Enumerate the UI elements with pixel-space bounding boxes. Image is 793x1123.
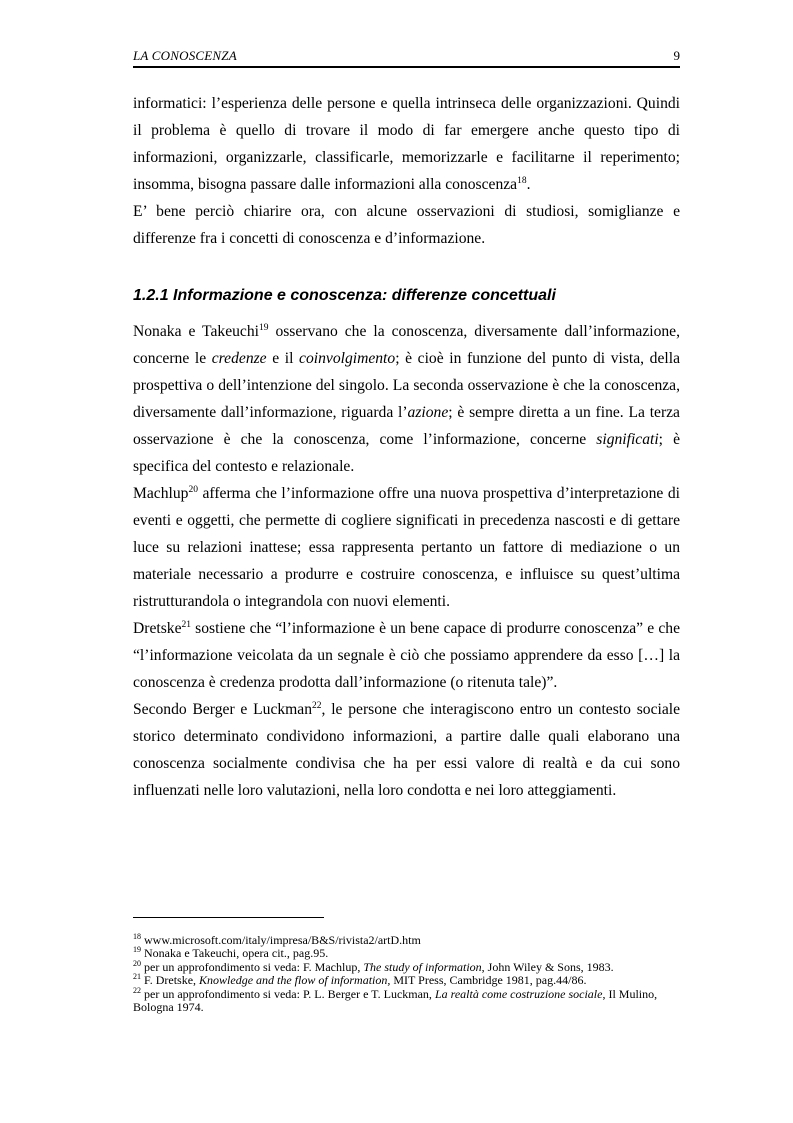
footnote-ref-19[interactable]: 19: [258, 322, 269, 333]
footnote-22: $^{22}$ per un approfondimento si veda: P. L. Berger e T. Luckman, La realtà come costruzione sociale, Il Mulino, Bologna 1974.: [133, 985, 658, 1015]
paragraph-machlup: Machlup$^{20}$ afferma che l’informazione offre una nuova prospettiva d’interpretazione di eventi e oggetti, che permette di cogliere significati in precedenza nascosti e di gettare luce su relazioni inattese; essa rappresenta pertanto un fattore di mediazione o un materiale necessario a produrre e costruire conoscenza, e influisce su quest’ultima ristrutturandola o integrandola con nuovi elementi.: [133, 484, 680, 610]
intro-paragraph-2: E’ bene perciò chiarire ora, con alcune osservazioni di studiosi, somiglianze e differenze fra i concetti di conoscenza e d’informazione.: [133, 203, 680, 247]
footnote-ref-21[interactable]: 21: [181, 619, 191, 630]
section-body: [133, 318, 680, 804]
paragraph-dretske: Dretske$^{21}$ sostiene che “l’informazione è un bene capace di produrre conoscenza” e che “l’informazione veicolata da un segnale è ciò che possiamo apprendere da esso […] la conoscenza è credenza prodotta dall’informazione (o ritenuta tale)”.: [133, 619, 680, 691]
emphasis-credenze: credenze: [211, 350, 267, 367]
chapter-title: LA CONOSCENZA: [133, 48, 237, 63]
paragraph-berger: Secondo Berger e Luckman$^{22}$, le persone che interagiscono entro un contesto sociale storico determinato condividono informazioni, a partire dalle quali elaborano una conoscenza socialmente condivisa che ha per essi valore di realtà e da cui sono influenzati nelle loro valutazioni, nella loro condotta e nei loro atteggiamenti.: [133, 700, 680, 799]
emphasis-azione: azione: [407, 404, 449, 421]
footnote-link[interactable]: www.microsoft.com/italy/impresa/B&S/rivista2/artD.htm: [141, 933, 421, 947]
intro-text: [133, 90, 680, 252]
footnote-20: $^{20}$ per un approfondimento si veda: F. Machlup, The study of information, John Wiley & Sons, 1983.: [133, 958, 614, 974]
section-heading: 1.2.1 Informazione e conoscenza: differenze concettuali: [133, 287, 556, 304]
footnote-21: $^{21}$ F. Dretske, Knowledge and the flow of information, MIT Press, Cambridge 1981, pag.44/86.: [133, 972, 587, 988]
footnote-ref-18[interactable]: 18: [517, 175, 527, 186]
footnote-18: $^{18}$ www.microsoft.com/italy/impresa/B&S/rivista2/artD.htm: [133, 932, 421, 947]
intro-paragraph-1: informatici: l’esperienza delle persone e quella intrinseca delle organizzazioni. Quindi il problema è quello di trovare il modo di far emergere anche questo tipo di informazioni, organizzarle, classificarle, memorizzarle e facilitarne il reperimento; insomma, bisogna passare dalle informazioni alla conoscenza$^{18}$.: [133, 95, 680, 193]
footnote-divider: [133, 917, 324, 918]
footnote-ref-22[interactable]: 22: [312, 700, 322, 711]
emphasis-coinvolgimento: coinvolgimento: [299, 350, 396, 367]
page-number: 9: [673, 48, 680, 63]
running-header: [133, 46, 680, 68]
emphasis-significati: significati: [596, 431, 659, 448]
footnote-ref-20[interactable]: 20: [188, 484, 198, 495]
footnote-19: $^{19}$ Nonaka e Takeuchi, opera cit., pag.95.: [133, 945, 329, 961]
paragraph-nonaka: Nonaka e Takeuchi$^{19}$ osservano che la conoscenza, diversamente dall’informazione, concerne le credenze e il coinvolgimento; è cioè in funzione del punto di vista, della prospettiva o dell’intenzione del singolo. La seconda osservazione è che la conoscenza, diversamente dall’informazione, riguarda l’azione; è sempre diretta a un fine. La terza osservazione è che la conoscenza, come l’informazione, concerne significati; è specifica del contesto e relazionale.: [133, 322, 680, 475]
footnotes: [133, 934, 693, 1014]
